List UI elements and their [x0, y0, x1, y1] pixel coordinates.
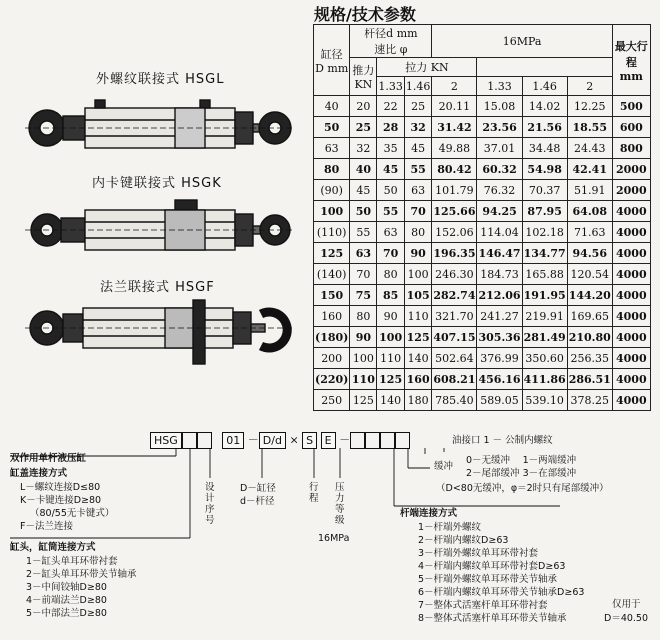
spec-row — [314, 243, 651, 264]
header-push: 推力 KN — [350, 58, 377, 96]
cell-rod-2: 140 — [377, 390, 405, 411]
cell-push: 49.88 — [432, 138, 477, 159]
cell-rod-2: 90 — [377, 306, 405, 327]
cell-rod-2: 55 — [377, 201, 405, 222]
cell-rod-1: 110 — [350, 369, 377, 390]
rod-title: 杆端连接方式 — [400, 508, 458, 519]
cell-max-stroke: 4000 — [612, 390, 650, 411]
cell-max-stroke: 4000 — [612, 285, 650, 306]
header-stroke: 最大行程 mm — [612, 25, 650, 96]
cell-rod-1: 125 — [350, 390, 377, 411]
cell-bore: (220) — [314, 369, 350, 390]
header-pressure: 16MPa — [432, 25, 612, 58]
cell-push: 407.15 — [432, 327, 477, 348]
header-rod: 杆径d mm 速比 φ — [350, 25, 432, 58]
rod-line-5: 5－杆端外螺纹单耳环带关节轴承 — [418, 574, 558, 585]
spec-row — [314, 96, 651, 117]
model-code — [150, 432, 410, 449]
spec-title: 规格/技术参数 — [314, 5, 416, 24]
head-line-2: 2－缸头单耳环带关节轴承 — [26, 569, 137, 580]
only-for-label: 仅用于 — [612, 599, 641, 610]
code-times: × — [289, 433, 299, 447]
cell-rod-3: 160 — [404, 369, 432, 390]
cell-pull-2: 281.49 — [522, 327, 567, 348]
spec-table — [313, 24, 651, 411]
pressure-value: 16MPa — [318, 533, 350, 544]
label-hsgk: 内卡键联接式 HSGK — [92, 176, 222, 191]
cell-max-stroke: 2000 — [612, 159, 650, 180]
spec-row — [314, 180, 651, 201]
rod-line-3: 3－杆端外螺纹单耳环带衬套 — [418, 548, 539, 559]
code-title: 双作用单杆液压缸 — [10, 453, 87, 464]
cell-rod-3: 63 — [404, 180, 432, 201]
head-title: 缸头，缸筒连接方式 — [10, 542, 96, 553]
cell-rod-2: 35 — [377, 138, 405, 159]
cell-bore: 40 — [314, 96, 350, 117]
cell-rod-1: 25 — [350, 117, 377, 138]
code-box-conn — [182, 432, 197, 449]
cell-rod-1: 100 — [350, 348, 377, 369]
head-line-4: 4－前端法兰D≥80 — [26, 595, 107, 606]
cell-pull-3: 169.65 — [567, 306, 612, 327]
cell-max-stroke: 800 — [612, 138, 650, 159]
cell-pull-1: 184.73 — [477, 264, 522, 285]
code-dd: D/d — [259, 432, 286, 449]
cell-pull-2: 87.95 — [522, 201, 567, 222]
conn-line-3: （80/55无卡键式） — [30, 508, 115, 519]
code-box-oil-1 — [380, 432, 395, 449]
cell-rod-2: 100 — [377, 327, 405, 348]
cell-rod-1: 90 — [350, 327, 377, 348]
cell-pull-2: 350.60 — [522, 348, 567, 369]
cell-rod-2: 28 — [377, 117, 405, 138]
cell-pull-1: 376.99 — [477, 348, 522, 369]
cell-push: 196.35 — [432, 243, 477, 264]
cell-max-stroke: 600 — [612, 117, 650, 138]
cell-pull-2: 191.95 — [522, 285, 567, 306]
design-no-label: 设计序号 — [205, 482, 215, 526]
spec-row — [314, 390, 651, 411]
code-hsg: HSG — [150, 432, 182, 449]
cell-bore: 80 — [314, 159, 350, 180]
code-box-buffer — [365, 432, 380, 449]
cell-push: 152.06 — [432, 222, 477, 243]
cell-pull-2: 539.10 — [522, 390, 567, 411]
header-pull: 拉力 KN — [377, 58, 477, 77]
cell-rod-3: 140 — [404, 348, 432, 369]
cell-pull-3: 71.63 — [567, 222, 612, 243]
head-line-5: 5－中部法兰D≥80 — [26, 608, 107, 619]
cell-pull-1: 76.32 — [477, 180, 522, 201]
header-bore: 缸径 D mm — [314, 25, 350, 96]
cylinder-drawing-hsgl — [25, 90, 295, 160]
cell-rod-3: 70 — [404, 201, 432, 222]
cell-pull-1: 589.05 — [477, 390, 522, 411]
cell-push: 608.21 — [432, 369, 477, 390]
cell-push: 80.42 — [432, 159, 477, 180]
cell-max-stroke: 4000 — [612, 348, 650, 369]
spec-row — [314, 222, 651, 243]
ratio-1: 1.33 — [377, 77, 405, 96]
cell-pull-2: 219.91 — [522, 306, 567, 327]
cell-pull-1: 212.06 — [477, 285, 522, 306]
cell-rod-2: 63 — [377, 222, 405, 243]
cell-bore: (180) — [314, 327, 350, 348]
ratio-2: 1.46 — [404, 77, 432, 96]
buffer-option-2: 2－尾部缓冲 3－在部缓冲 — [466, 468, 577, 479]
cell-push: 246.30 — [432, 264, 477, 285]
cell-rod-3: 180 — [404, 390, 432, 411]
conn-title: 缸盖连接方式 — [10, 468, 68, 479]
rod-line-2: 2－杆端内螺纹D≥63 — [418, 535, 509, 546]
cell-bore: 200 — [314, 348, 350, 369]
cell-max-stroke: 2000 — [612, 180, 650, 201]
cell-rod-3: 100 — [404, 264, 432, 285]
rod-line-1: 1－杆端外螺纹 — [418, 522, 482, 533]
cell-pull-2: 134.77 — [522, 243, 567, 264]
cell-pull-2: 34.48 — [522, 138, 567, 159]
spec-row — [314, 327, 651, 348]
cell-rod-2: 50 — [377, 180, 405, 201]
cell-rod-2: 45 — [377, 159, 405, 180]
cell-push: 31.42 — [432, 117, 477, 138]
cell-pull-1: 15.08 — [477, 96, 522, 117]
cell-rod-2: 70 — [377, 243, 405, 264]
cell-bore: 63 — [314, 138, 350, 159]
rod-line-6: 6－杆端内螺纹单耳环带关节轴承D≥63 — [418, 587, 585, 598]
cell-pull-2: 411.86 — [522, 369, 567, 390]
spec-row — [314, 306, 651, 327]
rod-line-8: 8－整体式活塞杆单耳环带关节轴承 — [418, 613, 567, 624]
code-box-oil-2 — [395, 432, 410, 449]
label-hsgf: 法兰联接式 HSGF — [100, 280, 215, 295]
head-line-1: 1－缸头单耳环带衬套 — [26, 556, 118, 567]
cell-pull-1: 241.27 — [477, 306, 522, 327]
code-01: 01 — [222, 432, 244, 449]
cell-pull-2: 54.98 — [522, 159, 567, 180]
cell-push: 502.64 — [432, 348, 477, 369]
cell-pull-2: 21.56 — [522, 117, 567, 138]
pull-ratio-3: 2 — [567, 77, 612, 96]
spec-row — [314, 138, 651, 159]
cell-max-stroke: 4000 — [612, 264, 650, 285]
cell-max-stroke: 4000 — [612, 222, 650, 243]
cell-pull-2: 14.02 — [522, 96, 567, 117]
cell-push: 282.74 — [432, 285, 477, 306]
spec-row — [314, 348, 651, 369]
cell-bore: (90) — [314, 180, 350, 201]
conn-line-2: K－卡键连接D≥80 — [20, 495, 102, 506]
cell-pull-1: 305.36 — [477, 327, 522, 348]
oil-port-label: 油接口 1 － 公制内螺纹 — [452, 435, 553, 446]
cell-pull-3: 64.08 — [567, 201, 612, 222]
pressure-label: 压力等级 — [335, 482, 345, 526]
cell-push: 785.40 — [432, 390, 477, 411]
pull-ratio-1: 1.33 — [477, 77, 522, 96]
cell-rod-3: 32 — [404, 117, 432, 138]
cell-rod-1: 55 — [350, 222, 377, 243]
buffer-note: （D<80无缓冲，φ＝2时只有尾部缓冲） — [436, 483, 609, 494]
buffer-label: 缓冲 — [434, 461, 454, 472]
cell-pull-3: 378.25 — [567, 390, 612, 411]
cell-pull-1: 146.47 — [477, 243, 522, 264]
buffer-option-1: 0－无缓冲 1－两端缓冲 — [466, 455, 577, 466]
bore-label: D－缸径 — [240, 483, 276, 494]
cell-pull-3: 24.43 — [567, 138, 612, 159]
code-box-rod — [350, 432, 365, 449]
code-dash: － — [247, 433, 259, 447]
cell-bore: 100 — [314, 201, 350, 222]
cell-push: 101.79 — [432, 180, 477, 201]
spec-row — [314, 285, 651, 306]
cell-rod-3: 105 — [404, 285, 432, 306]
cell-pull-3: 286.51 — [567, 369, 612, 390]
cell-pull-3: 256.35 — [567, 348, 612, 369]
cell-rod-2: 110 — [377, 348, 405, 369]
cell-rod-1: 32 — [350, 138, 377, 159]
cell-pull-1: 23.56 — [477, 117, 522, 138]
cell-pull-1: 37.01 — [477, 138, 522, 159]
cell-rod-2: 80 — [377, 264, 405, 285]
cell-rod-3: 25 — [404, 96, 432, 117]
cell-pull-3: 42.41 — [567, 159, 612, 180]
code-dash-2: － — [339, 433, 351, 447]
cell-rod-2: 22 — [377, 96, 405, 117]
spec-row — [314, 201, 651, 222]
cell-bore: (140) — [314, 264, 350, 285]
cell-bore: 160 — [314, 306, 350, 327]
cell-push: 125.66 — [432, 201, 477, 222]
cell-pull-1: 94.25 — [477, 201, 522, 222]
cell-rod-1: 45 — [350, 180, 377, 201]
cell-push: 20.11 — [432, 96, 477, 117]
cell-pull-3: 210.80 — [567, 327, 612, 348]
cell-pull-1: 456.16 — [477, 369, 522, 390]
ratio-3: 2 — [432, 77, 477, 96]
cell-rod-3: 125 — [404, 327, 432, 348]
rod-label: d－杆径 — [240, 496, 275, 507]
code-e: E — [321, 432, 336, 449]
spec-row — [314, 159, 651, 180]
spec-row — [314, 264, 651, 285]
rod-line-4: 4－杆端内螺纹单耳环带衬套D≥63 — [418, 561, 566, 572]
cell-max-stroke: 4000 — [612, 306, 650, 327]
cell-max-stroke: 4000 — [612, 369, 650, 390]
cylinder-drawing-hsgk — [25, 196, 295, 266]
cell-pull-3: 94.56 — [567, 243, 612, 264]
conn-line-4: F－法兰连接 — [20, 521, 73, 532]
spec-row — [314, 369, 651, 390]
cell-pull-3: 120.54 — [567, 264, 612, 285]
cell-rod-1: 70 — [350, 264, 377, 285]
cell-rod-2: 85 — [377, 285, 405, 306]
conn-line-1: L－螺纹连接D≤80 — [20, 482, 101, 493]
cell-pull-3: 12.25 — [567, 96, 612, 117]
code-box-head — [197, 432, 212, 449]
head-line-3: 3－中间铰轴D≥80 — [26, 582, 107, 593]
cell-rod-1: 63 — [350, 243, 377, 264]
cell-rod-1: 50 — [350, 201, 377, 222]
stroke-label: 行程 — [309, 482, 319, 504]
cell-rod-1: 80 — [350, 306, 377, 327]
cell-bore: 125 — [314, 243, 350, 264]
cell-push: 321.70 — [432, 306, 477, 327]
cell-rod-1: 75 — [350, 285, 377, 306]
cell-rod-3: 80 — [404, 222, 432, 243]
cell-pull-2: 165.88 — [522, 264, 567, 285]
label-hsgl: 外螺纹联接式 HSGL — [96, 72, 225, 87]
cell-pull-1: 60.32 — [477, 159, 522, 180]
cell-pull-3: 51.91 — [567, 180, 612, 201]
cell-bore: 250 — [314, 390, 350, 411]
cell-max-stroke: 4000 — [612, 201, 650, 222]
cell-rod-3: 90 — [404, 243, 432, 264]
cylinder-drawing-hsgf — [25, 294, 295, 374]
only-for-value: D＝40.50 — [604, 613, 649, 624]
cell-rod-1: 20 — [350, 96, 377, 117]
cell-pull-3: 144.20 — [567, 285, 612, 306]
cell-rod-1: 40 — [350, 159, 377, 180]
cell-max-stroke: 4000 — [612, 327, 650, 348]
cell-pull-2: 70.37 — [522, 180, 567, 201]
pull-ratio-2: 1.46 — [522, 77, 567, 96]
cell-pull-2: 102.18 — [522, 222, 567, 243]
cell-max-stroke: 4000 — [612, 243, 650, 264]
cell-pull-1: 114.04 — [477, 222, 522, 243]
cell-rod-3: 45 — [404, 138, 432, 159]
rod-line-7: 7－整体式活塞杆单耳环带衬套 — [418, 600, 548, 611]
cell-rod-3: 110 — [404, 306, 432, 327]
cell-bore: 150 — [314, 285, 350, 306]
cell-bore: (110) — [314, 222, 350, 243]
spec-row — [314, 117, 651, 138]
code-s: S — [302, 432, 317, 449]
cell-rod-3: 55 — [404, 159, 432, 180]
cell-max-stroke: 500 — [612, 96, 650, 117]
cell-bore: 50 — [314, 117, 350, 138]
cell-pull-3: 18.55 — [567, 117, 612, 138]
cell-rod-2: 125 — [377, 369, 405, 390]
